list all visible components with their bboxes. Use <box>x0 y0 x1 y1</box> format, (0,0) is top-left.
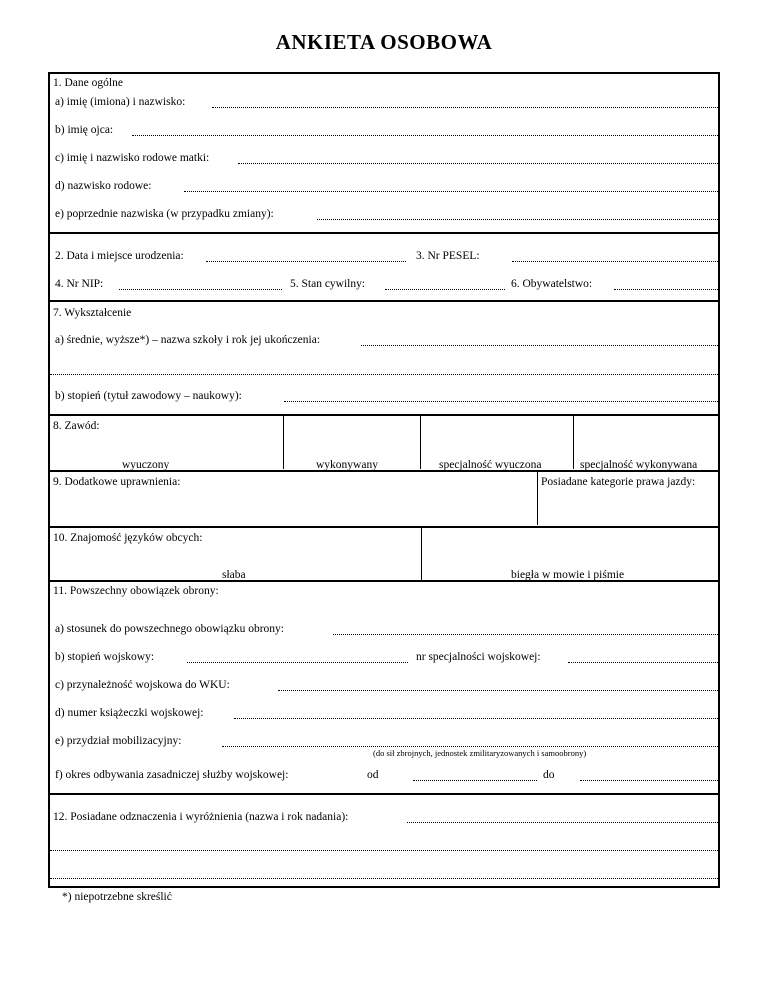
military-specialty-label: nr specjalności wojskowej: <box>416 651 541 663</box>
full-name-label: a) imię (imiona) i nazwisko: <box>55 96 186 108</box>
awards-field-3[interactable] <box>50 878 718 879</box>
pesel-field[interactable] <box>512 261 718 262</box>
mother-name-field[interactable] <box>238 163 718 164</box>
military-book-field[interactable] <box>234 718 718 719</box>
specialty-learned: specjalność wyuczona <box>439 459 542 471</box>
family-name-field[interactable] <box>184 191 718 192</box>
defense-attitude-label: a) stosunek do powszechnego obowiązku obrony: <box>55 623 284 635</box>
full-name-field[interactable] <box>212 107 718 108</box>
birth-field[interactable] <box>206 261 406 262</box>
military-specialty-field[interactable] <box>568 662 718 663</box>
defense-attitude-field[interactable] <box>333 634 718 635</box>
nip-field[interactable] <box>119 289 282 290</box>
section-8-header: 8. Zawód: <box>53 420 100 432</box>
military-book-label: d) numer książeczki wojskowej: <box>55 707 204 719</box>
father-name-field[interactable] <box>132 135 718 136</box>
section-11-header: 11. Powszechny obowiązek obrony: <box>53 585 219 597</box>
section-7-header: 7. Wykształcenie <box>53 307 132 319</box>
driving-license-label: Posiadane kategorie prawa jazdy: <box>541 476 696 488</box>
profession-learned: wyuczony <box>122 459 170 471</box>
previous-names-field[interactable] <box>317 219 718 220</box>
service-period-label: f) okres odbywania zasadniczej służby wojskowej: <box>55 769 289 781</box>
column-divider <box>421 527 422 581</box>
father-name-label: b) imię ojca: <box>55 124 114 136</box>
pesel-label: 3. Nr PESEL: <box>416 250 480 262</box>
specialty-practiced: specjalność wykonywana <box>580 459 698 471</box>
divider <box>50 232 718 234</box>
mobilization-field[interactable] <box>222 746 718 747</box>
page-title: ANKIETA OSOBOWA <box>275 30 493 54</box>
awards-field[interactable] <box>407 822 718 823</box>
citizenship-label: 6. Obywatelstwo: <box>511 278 593 290</box>
family-name-label: d) nazwisko rodowe: <box>55 180 152 192</box>
section-9-header: 9. Dodatkowe uprawnienia: <box>53 476 181 488</box>
service-from-field[interactable] <box>413 780 537 781</box>
section-10-header: 10. Znajomość języków obcych: <box>53 532 203 544</box>
service-to-label: do <box>543 769 555 781</box>
divider <box>50 580 718 582</box>
divider <box>50 470 718 472</box>
civil-status-field[interactable] <box>385 289 505 290</box>
divider <box>50 526 718 528</box>
divider <box>50 793 718 795</box>
column-divider <box>420 415 421 469</box>
section-1-header: 1. Dane ogólne <box>53 77 123 89</box>
school-field[interactable] <box>361 345 718 346</box>
profession-practiced: wykonywany <box>316 459 378 471</box>
mobilization-note: (do sił zbrojnych, jednostek zmilitaryzowanych i samoobrony) <box>373 748 587 758</box>
previous-names-label: e) poprzednie nazwiska (w przypadku zmiany): <box>55 208 274 220</box>
service-to-field[interactable] <box>580 780 718 781</box>
column-divider <box>283 415 284 469</box>
awards-field-2[interactable] <box>50 850 718 851</box>
mobilization-label: e) przydział mobilizacyjny: <box>55 735 182 747</box>
nip-label: 4. Nr NIP: <box>55 278 104 290</box>
school-field-2[interactable] <box>50 374 718 375</box>
section-12-header: 12. Posiadane odznaczenia i wyróżnienia (nazwa i rok nadania): <box>53 811 349 823</box>
language-fluent: biegła w mowie i piśmie <box>511 569 625 581</box>
divider <box>50 414 718 416</box>
civil-status-label: 5. Stan cywilny: <box>290 278 366 290</box>
military-rank-field[interactable] <box>187 662 408 663</box>
divider <box>50 300 718 302</box>
questionnaire-form <box>48 72 720 888</box>
wku-label: c) przynależność wojskowa do WKU: <box>55 679 230 691</box>
citizenship-field[interactable] <box>614 289 718 290</box>
degree-field[interactable] <box>284 401 718 402</box>
school-label: a) średnie, wyższe*) – nazwa szkoły i rok jej ukończenia: <box>55 334 321 346</box>
column-divider <box>573 415 574 469</box>
birth-label: 2. Data i miejsce urodzenia: <box>55 250 184 262</box>
language-basic: słaba <box>222 569 246 581</box>
service-from-label: od <box>367 769 379 781</box>
mother-name-label: c) imię i nazwisko rodowe matki: <box>55 152 210 164</box>
degree-label: b) stopień (tytuł zawodowy – naukowy): <box>55 390 242 402</box>
column-divider <box>537 471 538 525</box>
footnote: *) niepotrzebne skreślić <box>62 891 172 903</box>
wku-field[interactable] <box>278 690 718 691</box>
military-rank-label: b) stopień wojskowy: <box>55 651 155 663</box>
